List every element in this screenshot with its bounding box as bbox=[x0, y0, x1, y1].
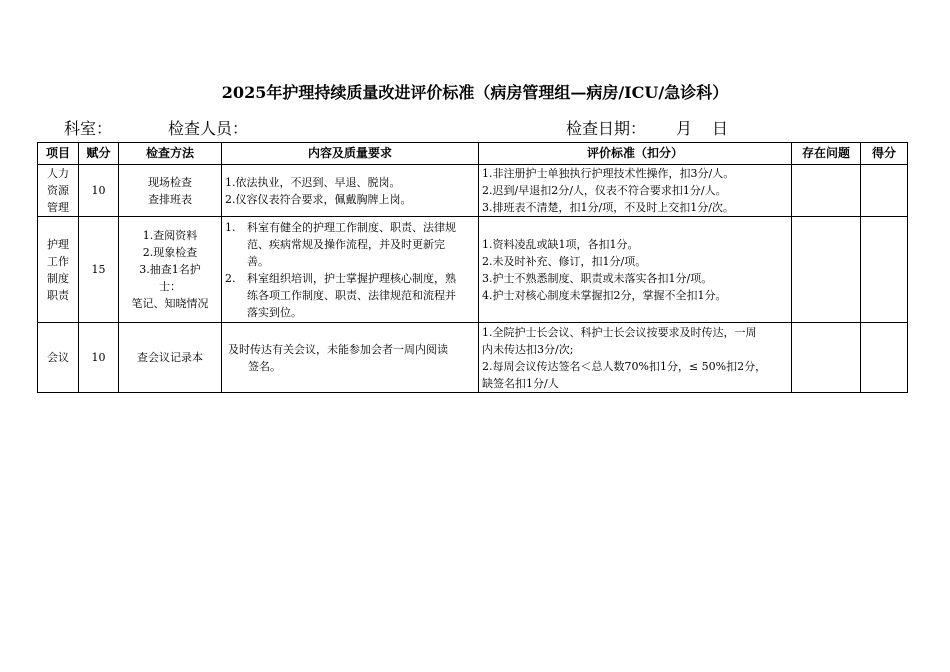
row-score: 15 bbox=[79, 217, 119, 323]
row-score: 10 bbox=[79, 323, 119, 393]
header-problems: 存在问题 bbox=[792, 143, 861, 165]
table-row bbox=[38, 165, 908, 217]
table-row bbox=[38, 323, 908, 393]
list-item: 2. 科室组织培训，护士掌握护理核心制度，熟 练各项工作制度、职责、法律规范和流程并 落实到位。 bbox=[225, 271, 456, 319]
row-criteria: 1.全院护士长会议、科护士长会议按要求及时传达，一周 内未传达扣3分/次; 2.每周会议传达签名＜总人数70%扣1分，≤ 50%扣2分， 缺签名扣1分/人 bbox=[479, 323, 792, 393]
table-row bbox=[38, 217, 908, 323]
row-points[interactable] bbox=[861, 217, 908, 323]
row-problems[interactable] bbox=[792, 217, 861, 323]
date-label: 检查日期： bbox=[566, 119, 647, 138]
list-item: 1. 科室有健全的护理工作制度、职责、法律规 范、疾病常规及操作流程，并及时更新完 善。 bbox=[225, 220, 456, 268]
row-requirements: 及时传达有关会议，未能参加会者一周内阅读 签名。 bbox=[222, 323, 479, 393]
header-score: 赋分 bbox=[79, 143, 119, 165]
department-label: 科室： bbox=[64, 119, 113, 138]
header-points: 得分 bbox=[861, 143, 908, 165]
row-method: 现场检查 查排班表 bbox=[119, 165, 222, 217]
row-criteria: 1.资料凌乱或缺1项，各扣1分。 2.未及时补充、修订，扣1分/项。 3.护士不熟悉制度、职责或未落实各扣1分/项。 4.护士对核心制度未掌握扣2分，掌握不全扣1分。 bbox=[479, 217, 792, 323]
month-label: 月 bbox=[676, 119, 693, 138]
row-method: 1.查阅资料 2.现象检查 3.抽查1名护 士： 笔记、知晓情况 bbox=[119, 217, 222, 323]
row-criteria: 1.非注册护士单独执行护理技术性操作，扣3分/人。 2.迟到/早退扣2分/人，仪表不符合要求扣1分/人。 3.排班表不清楚，扣1分/项，不及时上交扣1分/次。 bbox=[479, 165, 792, 217]
row-item: 会议 bbox=[38, 323, 79, 393]
document-title: 2025年护理持续质量改进评价标准（病房管理组—病房/ICU/急诊科） bbox=[221, 83, 729, 102]
row-points[interactable] bbox=[861, 165, 908, 217]
day-label: 日 bbox=[712, 119, 729, 138]
evaluation-table bbox=[37, 142, 908, 393]
row-requirements: 1.依法执业，不迟到、早退、脱岗。 2.仪容仪表符合要求，佩戴胸牌上岗。 bbox=[222, 165, 479, 217]
header-method: 检查方法 bbox=[119, 143, 222, 165]
header-criteria: 评价标准（扣分） bbox=[479, 143, 792, 165]
table-header-row bbox=[38, 143, 908, 165]
row-requirements bbox=[222, 217, 479, 323]
header-requirements: 内容及质量要求 bbox=[222, 143, 479, 165]
header-item: 项目 bbox=[38, 143, 79, 165]
inspector-label: 检查人员： bbox=[168, 119, 249, 138]
row-item: 人力 资源 管理 bbox=[38, 165, 79, 217]
row-problems[interactable] bbox=[792, 165, 861, 217]
row-score: 10 bbox=[79, 165, 119, 217]
row-item: 护理 工作 制度 职责 bbox=[38, 217, 79, 323]
row-points[interactable] bbox=[861, 323, 908, 393]
row-problems[interactable] bbox=[792, 323, 861, 393]
row-method: 查会议记录本 bbox=[119, 323, 222, 393]
